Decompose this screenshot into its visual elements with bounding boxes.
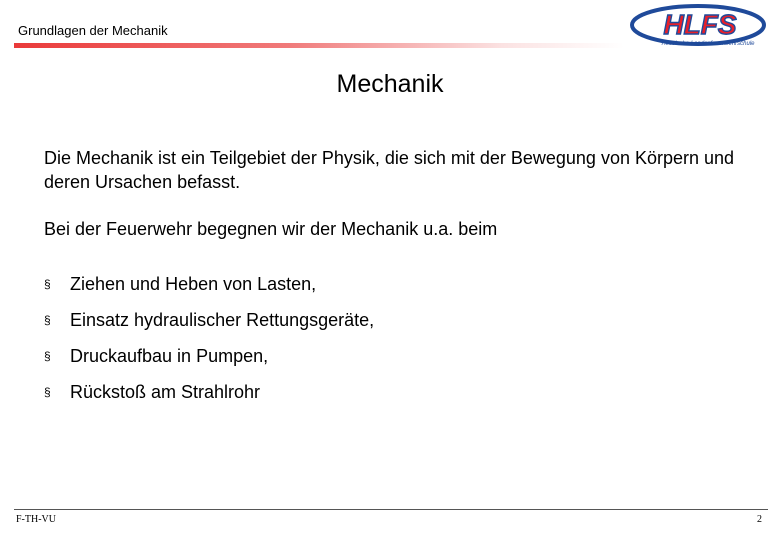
slide-title: Mechanik bbox=[336, 70, 444, 98]
bullet-text: Einsatz hydraulischer Rettungsgeräte, bbox=[70, 310, 375, 330]
lead-paragraph: Bei der Feuerwehr begegnen wir der Mechanik u.a. beim bbox=[44, 219, 498, 239]
logo-text: HLFS bbox=[663, 9, 737, 40]
bullet-text: Rückstoß am Strahlrohr bbox=[70, 382, 261, 402]
bullet-list bbox=[44, 272, 374, 416]
bullet-icon: § bbox=[44, 385, 51, 399]
footer-code: F-TH-VU bbox=[16, 514, 56, 525]
bullet-icon: § bbox=[44, 277, 51, 291]
list-item bbox=[44, 344, 374, 380]
list-item bbox=[44, 272, 374, 308]
bullet-icon: § bbox=[44, 313, 51, 327]
header-title: Grundlagen der Mechanik bbox=[18, 23, 168, 38]
logo-subtitle: Hessische Landesfeuerwehrschule bbox=[661, 41, 755, 47]
bullet-text: Druckaufbau in Pumpen, bbox=[70, 346, 269, 366]
list-item bbox=[44, 308, 374, 344]
header-rule bbox=[14, 43, 624, 48]
bullet-text: Ziehen und Heben von Lasten, bbox=[70, 274, 317, 294]
list-item bbox=[44, 380, 374, 416]
page-number: 2 bbox=[757, 514, 762, 525]
hlfs-logo bbox=[628, 3, 768, 49]
bullet-icon: § bbox=[44, 349, 51, 363]
footer-rule bbox=[14, 509, 768, 510]
intro-paragraph: Die Mechanik ist ein Teilgebiet der Physik, die sich mit der Bewegung von Körpern und deren Ursachen befasst. bbox=[44, 148, 735, 192]
